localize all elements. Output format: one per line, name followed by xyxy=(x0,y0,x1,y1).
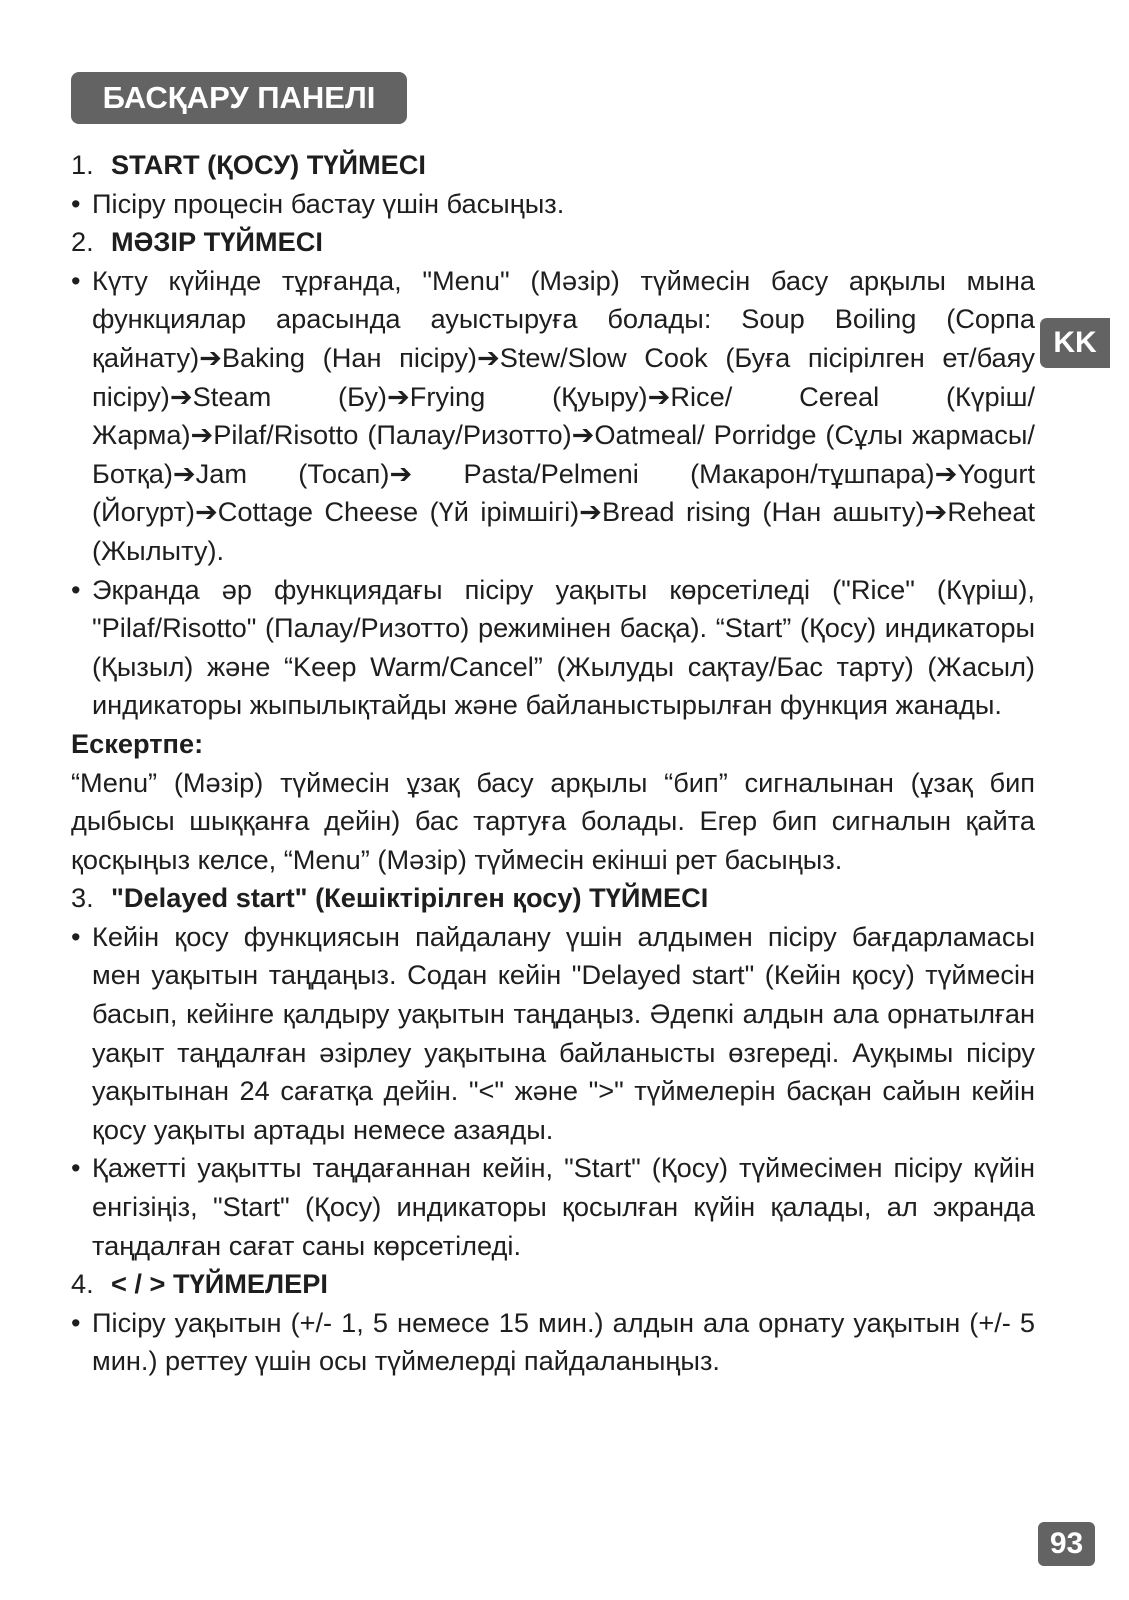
bullet-text: Күту күйінде тұрғанда, "Menu" (Мәзір) түймесін басу арқылы мына функциялар арасында ауыстыруға болады: Soup Boiling (Сорпа қайнату)➔Baking (Нан пісіру)➔Stew/Slow Cook (Буға пісірілген ет/баяу пісіру)➔Steam (Бу)➔Frying (Қуыру)➔Rice/ Cereal (Күріш/Жарма)➔Pilaf/Risotto (Палау/Ризотто)➔Oatmeal/ Porridge (Сұлы жармасы/Ботқа)➔Jam (Тосап)➔ Pasta/Pelmeni (Макарон/тұшпара)➔Yogurt (Йогурт)➔Cottage Cheese (Үй ірімшігі)➔Bread rising (Нан ашыту)➔Reheat (Жылыту). xyxy=(92,264,1035,566)
section-3-heading xyxy=(71,879,1035,918)
section-4-heading xyxy=(71,1265,1035,1304)
section-1-heading xyxy=(71,146,1035,185)
bullet-item xyxy=(71,1149,1035,1265)
bullet-item xyxy=(71,571,1035,725)
bullet-item xyxy=(71,1304,1035,1381)
section-2-heading xyxy=(71,223,1035,262)
bullet-item xyxy=(71,918,1035,1150)
bullet-text: Қажетті уақытты таңдағаннан кейін, "Start" (Қосу) түймесімен пісіру күйін енгізіңіз, "Start" (Қосу) индикаторы қосылған күйін қалады, ал экранда таңдалған сағат саны көрсетіледі. xyxy=(92,1152,1035,1261)
section-title-badge: БАСҚАРУ ПАНЕЛІ xyxy=(71,72,407,124)
bullet-item xyxy=(71,185,1035,224)
language-tab: KK xyxy=(1040,318,1110,368)
section-number: 3. xyxy=(71,882,94,914)
bullet-icon: • xyxy=(71,1306,81,1338)
section-title: МӘЗІР ТҮЙМЕСІ xyxy=(111,226,323,258)
section-number: 1. xyxy=(71,149,94,180)
bullet-icon: • xyxy=(71,187,81,219)
note-title: Ескертпе: xyxy=(71,727,204,759)
section-number: 2. xyxy=(71,226,94,258)
bullet-icon: • xyxy=(71,1152,81,1184)
bullet-icon: • xyxy=(71,573,81,605)
bullet-text: Пісіру уақытын (+/- 1, 5 немесе 15 мин.) алдын ала орнату уақытын (+/- 5 мин.) реттеу үшін осы түймелерді пайдаланыңыз. xyxy=(92,1306,1035,1377)
section-number: 4. xyxy=(71,1268,94,1300)
section-title: START (ҚОСУ) ТҮЙМЕСІ xyxy=(111,149,426,180)
section-title: < / > ТҮЙМЕЛЕРІ xyxy=(111,1268,328,1300)
bullet-icon: • xyxy=(71,920,81,952)
manual-content xyxy=(71,146,1035,1381)
bullet-text: Экранда әр функциядағы пісіру уақыты көрсетіледі ("Rice" (Күріш), "Pilaf/Risotto" (Палау/Ризотто) режимінен басқа). “Start” (Қосу) индикаторы (Қызыл) және “Keep Warm/Cancel” (Жылуды сақтау/Бас тарту) (Жасыл) индикаторы жыпылықтайды және байланыстырылған функция жанады. xyxy=(92,573,1035,721)
section-title: "Delayed start" (Кешіктірілген қосу) ТҮЙМЕСІ xyxy=(111,882,709,914)
bullet-icon: • xyxy=(71,264,81,296)
bullet-text: Пісіру процесін бастау үшін басыңыз. xyxy=(92,187,565,219)
page-number: 93 xyxy=(1038,1522,1095,1566)
bullet-item xyxy=(71,262,1035,571)
bullet-text: Кейін қосу функциясын пайдалану үшін алдымен пісіру бағдарламасы мен уақытын таңдаңыз. Содан кейін "Delayed start" (Кейін қосу) түймесін басып, кейінге қалдыру уақытын таңдаңыз. Әдепкі алдын ала орнатылған уақыт таңдалған әзірлеу уақытына байланысты өзгереді. Ауқымы пісіру уақытынан 24 сағатқа дейін. "<" және ">" түймелерін басқан сайын кейін қосу уақыты артады немесе азаяды. xyxy=(92,920,1035,1145)
note-body: “Menu” (Мәзір) түймесін ұзақ басу арқылы “бип” сигналынан (ұзақ бип дыбысы шыққанға дейін) бас тартуға болады. Егер бип сигналын қайта қосқыңыз келсе, “Menu” (Мәзір) түймесін екінші рет басыңыз. xyxy=(71,766,1035,875)
